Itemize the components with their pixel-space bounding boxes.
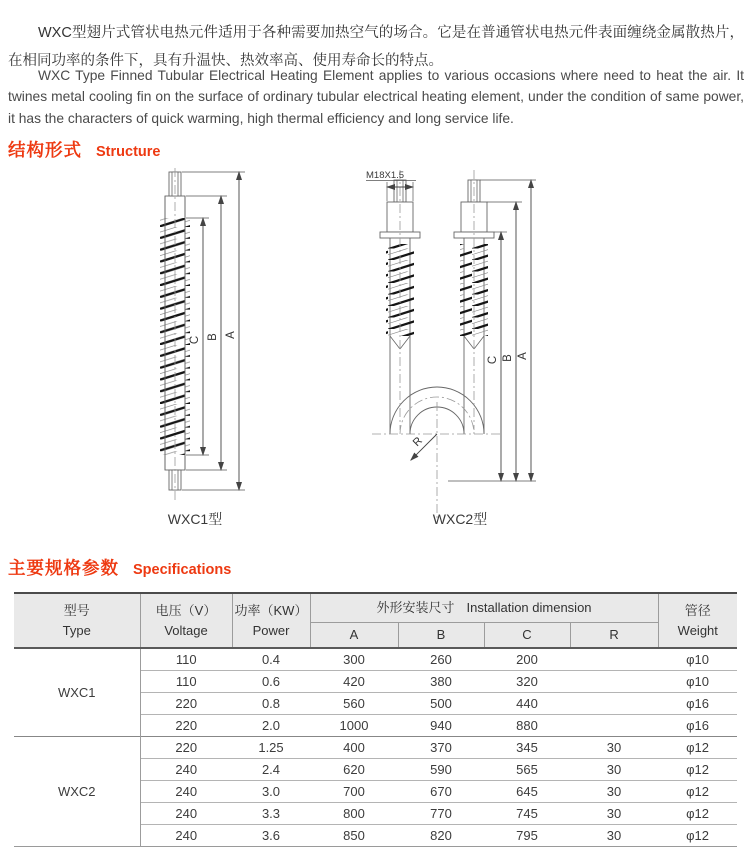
header-voltage: 电压（V） Voltage (140, 593, 232, 648)
wxc1-dim-label-b: B (207, 333, 219, 341)
cell-weight: φ12 (658, 737, 737, 759)
wxc2-dim-label-a: A (517, 352, 529, 360)
cell-c: 795 (484, 825, 570, 847)
cell-b: 590 (398, 759, 484, 781)
wxc2-dim-label-c: C (487, 355, 499, 365)
cell-voltage: 240 (140, 759, 232, 781)
cell-r: 30 (570, 737, 658, 759)
cell-a: 850 (310, 825, 398, 847)
cell-weight: φ16 (658, 715, 737, 737)
cell-b: 370 (398, 737, 484, 759)
intro-paragraph-english: WXC Type Finned Tubular Electrical Heating Element applies to various occasions where need to heat the air. It twines metal cooling fin on the surface of ordinary tubular electrical heating element, under the condition of same power, it has the characters of quick warming, high thermal efficiency and long service life. (8, 67, 744, 126)
cell-r (570, 715, 658, 737)
wxc1-drawing (125, 168, 265, 528)
cell-b: 940 (398, 715, 484, 737)
cell-power: 2.0 (232, 715, 310, 737)
cell-r: 30 (570, 803, 658, 825)
cell-r: 30 (570, 759, 658, 781)
cell-c: 565 (484, 759, 570, 781)
cell-voltage: 110 (140, 648, 232, 671)
cell-c: 320 (484, 671, 570, 693)
cell-a: 620 (310, 759, 398, 781)
wxc1-caption: WXC1型 (167, 511, 223, 527)
cell-a: 1000 (310, 715, 398, 737)
cell-power: 0.8 (232, 693, 310, 715)
cell-power: 3.0 (232, 781, 310, 803)
wxc2-thread-dimension (366, 181, 416, 202)
specifications-heading (8, 555, 231, 580)
table-row (14, 648, 737, 671)
cell-weight: φ10 (658, 648, 737, 671)
cell-a: 420 (310, 671, 398, 693)
cell-voltage: 110 (140, 671, 232, 693)
header-dim-c: C (484, 622, 570, 648)
type-cell-wxc2: WXC2 (14, 737, 140, 847)
cell-c: 345 (484, 737, 570, 759)
cell-r: 30 (570, 781, 658, 803)
cell-c: 745 (484, 803, 570, 825)
cell-power: 2.4 (232, 759, 310, 781)
cell-voltage: 240 (140, 803, 232, 825)
cell-voltage: 220 (140, 693, 232, 715)
cell-r (570, 693, 658, 715)
wxc2-dim-label-r: R (410, 434, 425, 449)
cell-c: 200 (484, 648, 570, 671)
cell-c: 880 (484, 715, 570, 737)
cell-r (570, 648, 658, 671)
wxc2-thread-label: M18X1.5 (366, 170, 405, 181)
wxc2-drawing (360, 168, 560, 533)
cell-weight: φ12 (658, 825, 737, 847)
cell-voltage: 220 (140, 715, 232, 737)
header-installation-dimension: 外形安装尺寸 Installation dimension (310, 593, 658, 622)
wxc2-dim-label-b: B (502, 354, 514, 362)
wxc1-dim-label-a: A (225, 331, 237, 339)
cell-weight: φ10 (658, 671, 737, 693)
specifications-table (14, 592, 737, 847)
header-weight: 管径 Weight (658, 593, 737, 648)
wxc1-dim-label-c: C (189, 335, 201, 345)
specifications-heading-cn: 主要规格参数 (8, 558, 119, 578)
cell-a: 400 (310, 737, 398, 759)
cell-power: 1.25 (232, 737, 310, 759)
cell-c: 645 (484, 781, 570, 803)
specifications-heading-en: Specifications (133, 562, 232, 578)
cell-voltage: 240 (140, 781, 232, 803)
cell-a: 300 (310, 648, 398, 671)
structure-heading-en: Structure (96, 144, 161, 160)
header-power: 功率（KW） Power (232, 593, 310, 648)
cell-weight: φ12 (658, 759, 737, 781)
cell-b: 670 (398, 781, 484, 803)
intro-paragraph-chinese: WXC型翅片式管状电热元件适用于各种需要加热空气的场合。它是在普通管状电热元件表面缠绕金属散热片，在相同功率的条件下，具有升温快、热效率高、使用寿命长的特点。 (8, 24, 744, 69)
type-cell-wxc1: WXC1 (14, 648, 140, 737)
cell-voltage: 240 (140, 825, 232, 847)
cell-power: 0.6 (232, 671, 310, 693)
wxc1-extension-lines (182, 172, 245, 490)
header-dim-r: R (570, 622, 658, 648)
cell-voltage: 220 (140, 737, 232, 759)
cell-weight: φ16 (658, 693, 737, 715)
cell-c: 440 (484, 693, 570, 715)
header-dim-a: A (310, 622, 398, 648)
cell-b: 260 (398, 648, 484, 671)
structure-heading (8, 137, 160, 162)
cell-b: 820 (398, 825, 484, 847)
cell-a: 800 (310, 803, 398, 825)
cell-b: 380 (398, 671, 484, 693)
structure-heading-cn: 结构形式 (8, 140, 82, 160)
cell-a: 560 (310, 693, 398, 715)
cell-r (570, 671, 658, 693)
header-dim-b: B (398, 622, 484, 648)
cell-weight: φ12 (658, 781, 737, 803)
header-type: 型号 Type (14, 593, 140, 648)
cell-a: 700 (310, 781, 398, 803)
cell-power: 3.3 (232, 803, 310, 825)
cell-b: 770 (398, 803, 484, 825)
cell-r: 30 (570, 825, 658, 847)
wxc2-caption: WXC2型 (432, 511, 488, 527)
cell-power: 0.4 (232, 648, 310, 671)
table-row (14, 737, 737, 759)
cell-power: 3.6 (232, 825, 310, 847)
cell-weight: φ12 (658, 803, 737, 825)
cell-b: 500 (398, 693, 484, 715)
